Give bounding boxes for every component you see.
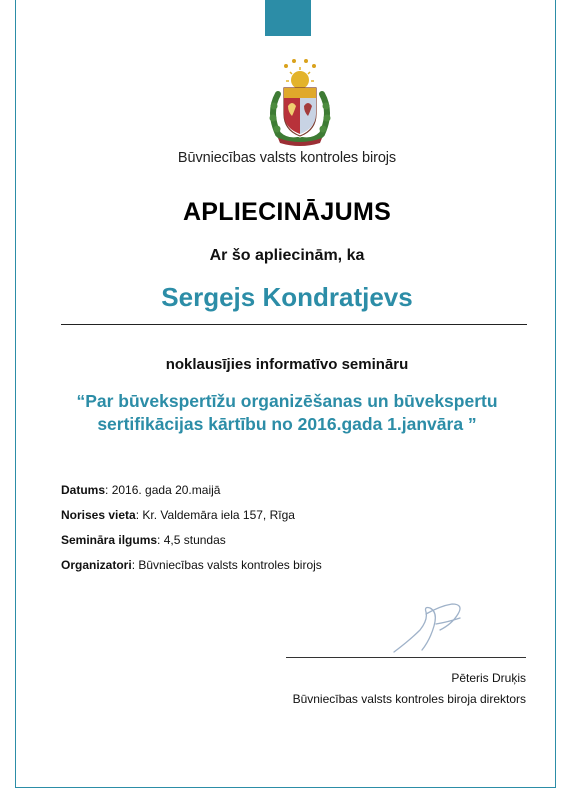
seminar-title [40, 390, 534, 436]
detail-value: 4,5 stundas [160, 533, 226, 547]
details-list [61, 482, 322, 582]
certificate-intro: Ar šo apliecinām, ka [209, 247, 365, 264]
organization-name: Būvniecības valsts kontroles birojs [177, 150, 397, 166]
detail-organizers: Organizatori: Būvniecības valsts kontroles birojs [61, 558, 322, 572]
signature-line [286, 657, 526, 658]
detail-value: Būvniecības valsts kontroles birojs [135, 558, 322, 572]
recipient-name: Sergejs Kondratjevs [161, 282, 413, 312]
signatory-position: Būvniecības valsts kontroles biroja direktors [292, 692, 526, 706]
detail-label: Norises vieta [61, 508, 136, 522]
seminar-title-line-1: “Par būvekspertīžu organizēšanas un būvekspertu [76, 391, 498, 411]
certificate-title: APLIECINĀJUMS [182, 198, 392, 226]
top-accent-bar [265, 0, 311, 36]
detail-venue: Norises vieta: Kr. Valdemāra iela 157, Rīga [61, 508, 295, 522]
signatory-name: Pēteris Druķis [451, 671, 526, 685]
detail-date: Datums: 2016. gada 20.maijā [61, 483, 221, 497]
detail-value: Kr. Valdemāra iela 157, Rīga [139, 508, 295, 522]
coat-of-arms-icon [264, 54, 336, 146]
name-underline [61, 324, 527, 325]
seminar-title-line-2: sertifikācijas kārtību no 2016.gada 1.janvāra ” [97, 414, 477, 434]
detail-label: Semināra ilgums [61, 533, 158, 547]
detail-label: Datums [61, 483, 106, 497]
detail-label: Organizatori [61, 558, 132, 572]
signatory-block [293, 668, 526, 710]
attended-text: noklausījies informatīvo semināru [165, 356, 409, 373]
handwritten-signature [390, 600, 480, 658]
detail-value: 2016. gada 20.maijā [108, 483, 221, 497]
detail-duration: Semināra ilgums: 4,5 stundas [61, 533, 226, 547]
